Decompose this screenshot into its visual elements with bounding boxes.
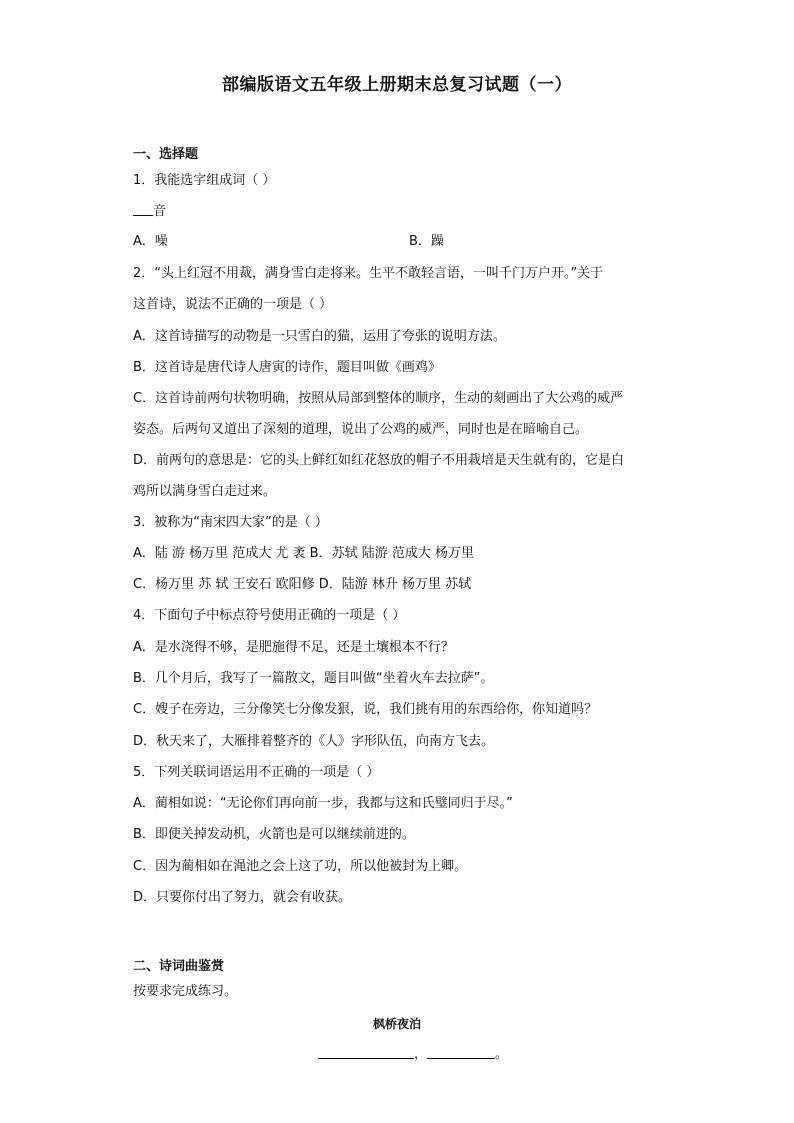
poem-blank-2[interactable] [427, 1046, 495, 1059]
q5-option-c[interactable]: C．因为蔺相如在渑池之会上这了功，所以他被封为上卿。 [133, 859, 468, 874]
q5-option-a[interactable]: A．蔺相如说：“无论你们再向前一步，我都与这和氏璧同归于尽。” [133, 796, 513, 811]
q3-stem: 3．被称为“南宋四大家”的是（ ） [133, 515, 328, 530]
q2-stem-line1: 2．“头上红冠不用裁，满身雪白走将来。生平不敢轻言语，一叫千门万户开。”关于 [133, 266, 604, 281]
q1-option-a[interactable]: A．噪 [133, 234, 168, 249]
q5-stem: 5．下列关联词语运用不正确的一项是（ ） [133, 765, 380, 780]
section2-instruction: 按要求完成练习。 [133, 984, 238, 999]
q4-option-c[interactable]: C．嫂子在旁边，三分像笑七分像发狠，说，我们挑有用的东西给你，你知道吗？ [133, 702, 598, 717]
section2-heading: 二、诗词曲鉴赏 [133, 959, 225, 974]
q1-fill-suffix: 音 [153, 204, 167, 219]
poem-title: 枫桥夜泊 [372, 1017, 421, 1031]
q2-option-c-line1[interactable]: C．这首诗前两句状物明确，按照从局部到整体的顺序，生动的刻画出了大公鸡的威严 [133, 391, 624, 406]
q4-option-d[interactable]: D．秋天来了，大雁排着整齐的《人》字形队伍，向南方飞去。 [133, 734, 495, 749]
q3-options-row2[interactable]: C．杨万里 苏 轼 王安石 欧阳修 D．陆游 林升 杨万里 苏轼 [133, 577, 472, 592]
poem-blank-separator: ， [414, 1047, 428, 1062]
q4-stem: 4．下面句子中标点符号使用正确的一项是（ ） [133, 608, 406, 623]
q2-option-d-line1[interactable]: D．前两句的意思是：它的头上鲜红如红花怒放的帽子不用栽培是天生就有的，它是白 [133, 453, 625, 468]
q4-option-b[interactable]: B．几个月后，我写了一篇散文，题目叫做“坐着火车去拉萨”。 [133, 671, 494, 686]
poem-blank-end: 。 [495, 1047, 509, 1062]
q3-options-row1[interactable]: A．陆 游 杨万里 范成大 尤 袤 B．苏轼 陆游 范成大 杨万里 [133, 546, 475, 561]
q5-option-d[interactable]: D．只要你付出了努力，就会有收获。 [133, 890, 352, 905]
q1-fill-line [133, 202, 166, 222]
poem-blank-line [318, 1046, 508, 1063]
q5-option-b[interactable]: B．即使关掉发动机，火箭也是可以继续前进的。 [133, 827, 415, 842]
q2-option-a[interactable]: A．这首诗描写的动物是一只雪白的猫，运用了夸张的说明方法。 [133, 329, 506, 344]
q1-blank[interactable] [133, 203, 153, 216]
q1-stem: 1．我能选字组成词（ ） [133, 173, 276, 188]
q2-stem-line2: 这首诗，说法不正确的一项是（ ） [133, 297, 333, 312]
q2-option-c-line2: 姿态。后两句又道出了深刻的道理，说出了公鸡的威严，同时也是在暗喻自己。 [133, 422, 589, 437]
q2-option-b[interactable]: B．这首诗是唐代诗人唐寅的诗作，题目叫做《画鸡》 [133, 360, 441, 375]
exam-title: 部编版语文五年级上册期末总复习试题（一） [222, 75, 572, 95]
q4-option-a[interactable]: A．是水浇得不够，是肥施得不足，还是土壤根本不行？ [133, 640, 454, 655]
poem-blank-1[interactable] [318, 1046, 414, 1059]
section1-heading: 一、选择题 [133, 147, 199, 162]
q2-option-d-line2: 鸡所以满身雪白走过来。 [133, 484, 277, 499]
q1-option-b[interactable]: B．躁 [409, 234, 444, 249]
